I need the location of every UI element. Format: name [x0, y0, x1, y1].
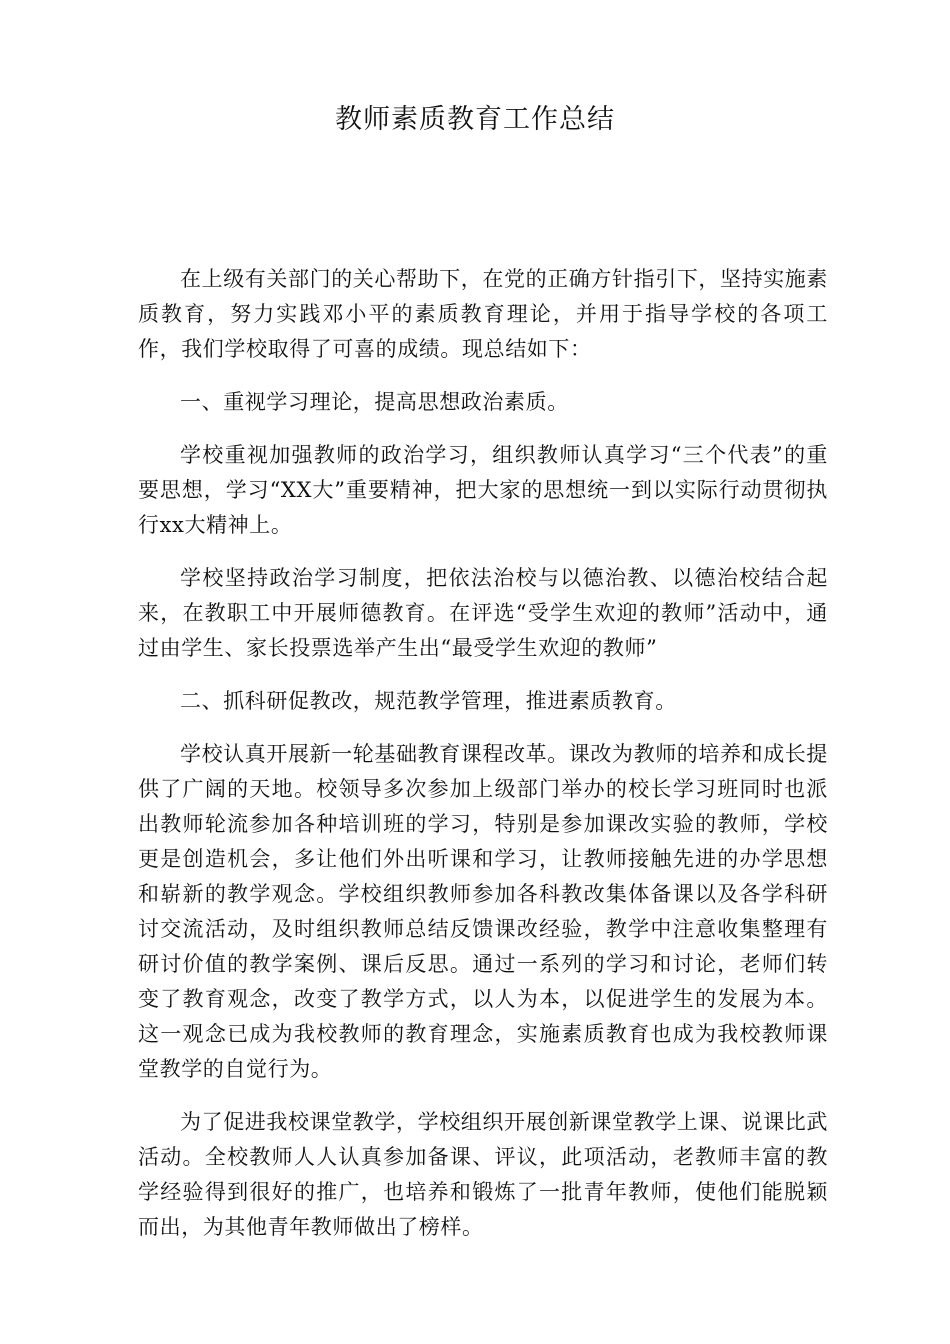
paragraph: 为了促进我校课堂教学，学校组织开展创新课堂教学上课、说课比武活动。全校教师人人认真参加备课、评议，此项活动，老教师丰富的教学经验得到很好的推广，也培养和锻炼了一批青年教师，使他们能脱颖而出，为其他青年教师做出了榜样。: [138, 1110, 828, 1239]
paragraph: 学校重视加强教师的政治学习，组织教师认真学习“三个代表”的重要思想，学习“XX大”重要精神，把大家的思想统一到以实际行动贯彻执行xx大精神上。: [138, 443, 828, 537]
section-heading-2: 二、抓科研促教改，规范教学管理，推进素质教育。: [180, 689, 677, 713]
document-body: [138, 262, 828, 1263]
paragraph: 学校坚持政治学习制度，把依法治校与以德治教、以德治校结合起来，在教职工中开展师德教育。在评选“受学生欢迎的教师”活动中，通过由学生、家长投票选举产生出“最受学生欢迎的教师”: [138, 566, 828, 660]
section-heading-1: 一、重视学习理论，提高思想政治素质。: [180, 390, 569, 414]
paragraph: 学校认真开展新一轮基础教育课程改革。课改为教师的培养和成长提供了广阔的天地。校领导多次参加上级部门举办的校长学习班同时也派出教师轮流参加各种培训班的学习，特别是参加课改实验的教师，学校更是创造机会，多让他们外出听课和学习，让教师接触先进的办学思想和崭新的教学观念。学校组织教师参加各科教改集体备课以及各学科研讨交流活动，及时组织教师总结反馈课改经验，教学中注意收集整理有研讨价值的教学案例、课后反思。通过一系列的学习和讨论，老师们转变了教育观念，改变了教学方式，以人为本，以促进学生的发展为本。这一观念已成为我校教师的教育理念，实施素质教育也成为我校教师课堂教学的自觉行为。: [138, 742, 828, 1081]
paragraph-intro: 在上级有关部门的关心帮助下，在党的正确方针指引下，坚持实施素质教育，努力实践邓小平的素质教育理论，并用于指导学校的各项工作，我们学校取得了可喜的成绩。现总结如下：: [138, 267, 828, 361]
document-title: 教师素质教育工作总结: [335, 104, 615, 135]
